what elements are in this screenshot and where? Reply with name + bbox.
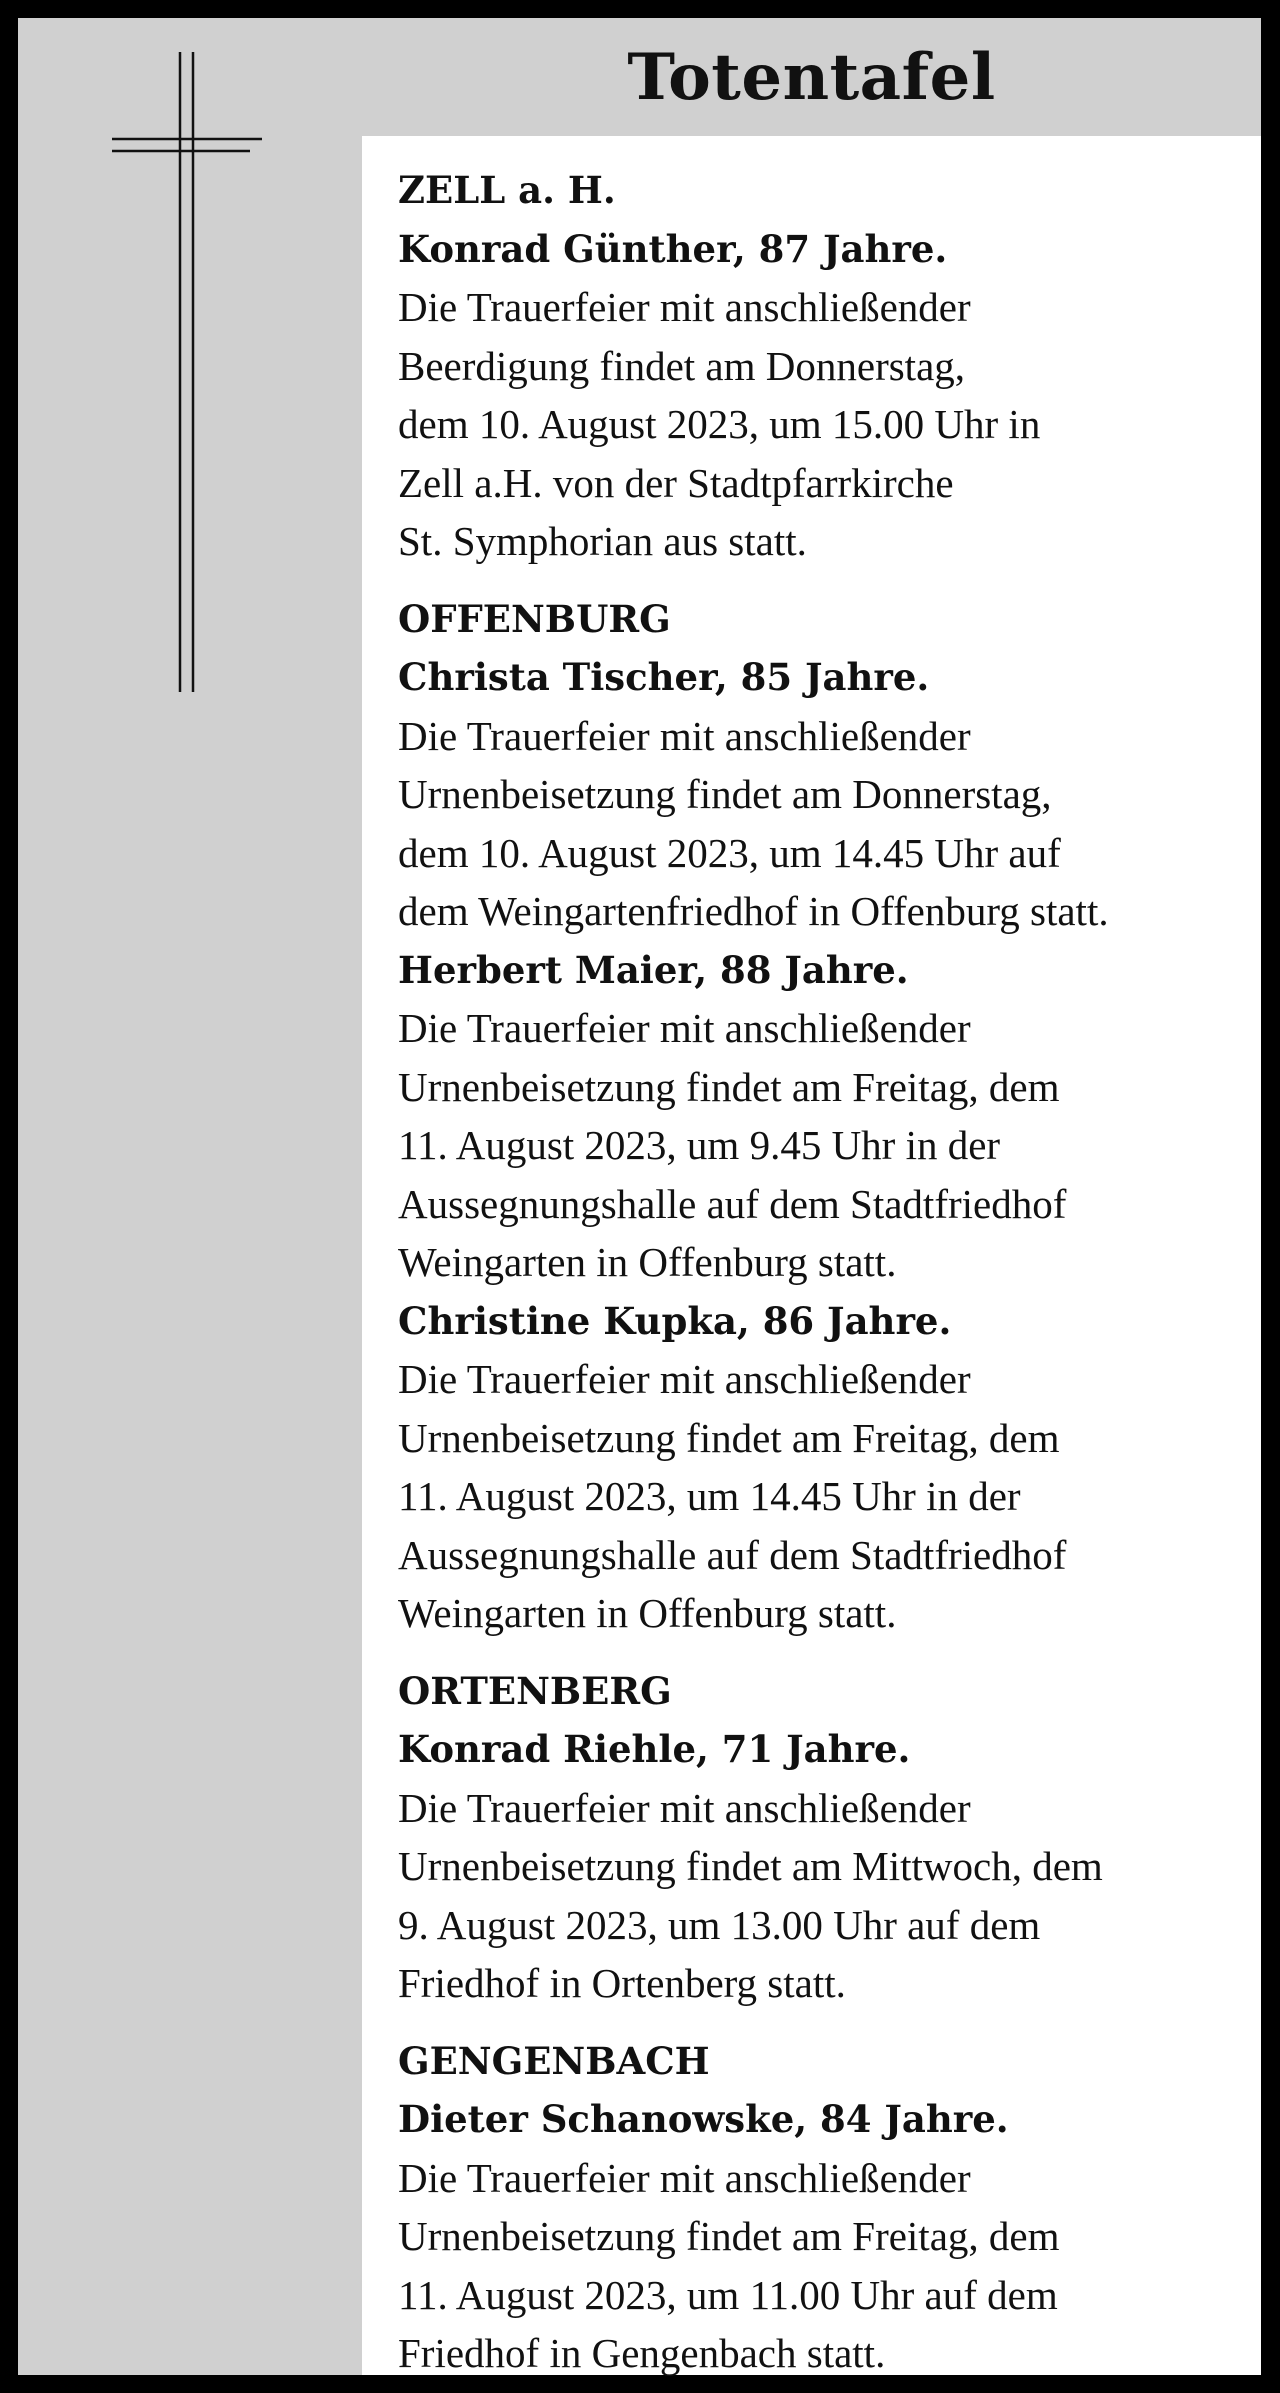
notice-list	[362, 136, 1261, 2375]
notice-line: Die Trauerfeier mit anschließender	[398, 1356, 971, 1402]
section-ortenberg	[398, 1662, 1261, 2013]
cross-icon	[108, 52, 268, 702]
notice-line: Beerdigung findet am Donnerstag,	[398, 342, 966, 389]
notice-line: Weingarten in Offenburg statt.	[398, 1239, 897, 1285]
deceased-name: Christine Kupka, 86 Jahre.	[398, 1298, 952, 1343]
notice-line: Weingarten in Offenburg statt.	[398, 1590, 897, 1636]
notice-line: Urnenbeisetzung findet am Freitag, dem	[398, 2213, 1060, 2259]
notice-line: Zell a.H. von der Stadtpfarrkirche	[398, 459, 954, 506]
notice-line: dem Weingartenfriedhof in Offenburg statt.	[398, 888, 1109, 934]
deceased-name: Christa Tischer, 85 Jahre.	[398, 655, 930, 699]
notice-line: Friedhof in Gengenbach statt.	[398, 2330, 886, 2376]
section-gengenbach	[398, 2032, 1261, 2383]
deceased-name: Dieter Schanowske, 84 Jahre.	[398, 2097, 1009, 2141]
notice-line: Friedhof in Ortenberg statt.	[398, 1960, 846, 2006]
place-heading: OFFENBURG	[398, 596, 671, 641]
place-heading: ORTENBERG	[398, 1668, 672, 1713]
notice-line: 11. August 2023, um 11.00 Uhr auf dem	[398, 2271, 1058, 2318]
place-heading: ZELL a. H.	[398, 168, 616, 212]
deceased-name: Konrad Riehle, 71 Jahre.	[398, 1727, 911, 1771]
notice-line: Aussegnungshalle auf dem Stadtfriedhof	[398, 1180, 1067, 1227]
page-title: Totentafel	[627, 39, 996, 115]
section-zell	[398, 161, 1261, 571]
notice-line: Urnenbeisetzung findet am Freitag, dem	[398, 1063, 1060, 1110]
notice-line: Die Trauerfeier mit anschließender	[398, 1784, 971, 1831]
notice-line: dem 10. August 2023, um 14.45 Uhr auf	[398, 829, 1061, 876]
notice-line: Die Trauerfeier mit anschließender	[398, 1005, 971, 1051]
notice-line: Die Trauerfeier mit anschließender	[398, 712, 971, 759]
notice-line: Aussegnungshalle auf dem Stadtfriedhof	[398, 1531, 1067, 1578]
section-offenburg	[398, 590, 1261, 1643]
notice-line: Urnenbeisetzung findet am Mittwoch, dem	[398, 1843, 1103, 1889]
place-heading: GENGENBACH	[398, 2038, 710, 2083]
notice-line: dem 10. August 2023, um 15.00 Uhr in	[398, 401, 1041, 447]
notice-line: Die Trauerfeier mit anschließender	[398, 284, 971, 330]
deceased-name: Konrad Günther, 87 Jahre.	[398, 226, 948, 271]
notice-line: 11. August 2023, um 14.45 Uhr in der	[398, 1473, 1021, 1519]
notice-line: Die Trauerfeier mit anschließender	[398, 2154, 971, 2201]
notice-line: Urnenbeisetzung findet am Freitag, dem	[398, 1414, 1060, 1461]
notice-line: 11. August 2023, um 9.45 Uhr in der	[398, 1122, 1001, 1168]
deceased-name: Herbert Maier, 88 Jahre.	[398, 947, 909, 992]
notice-line: 9. August 2023, um 13.00 Uhr auf dem	[398, 1901, 1041, 1948]
notice-line: St. Symphorian aus statt.	[398, 518, 807, 564]
notice-line: Urnenbeisetzung findet am Donnerstag,	[398, 771, 1052, 817]
